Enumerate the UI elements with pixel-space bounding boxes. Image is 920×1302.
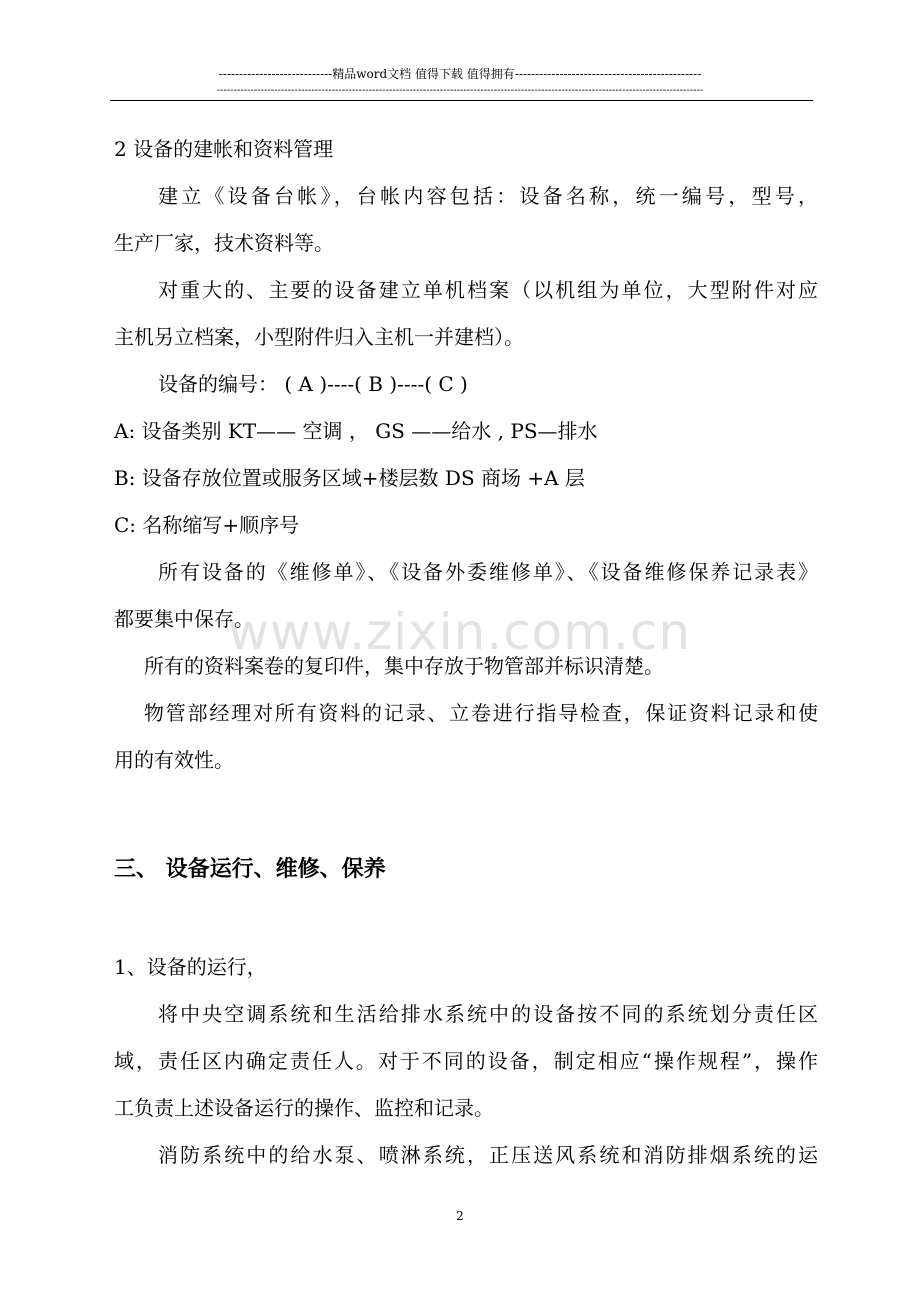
watermark: www.zixin.com.cn [228,603,692,661]
header-dashes: ------------------------------------------------------------------------------------------------------------------------------------------------ [216,85,704,96]
paragraph-line: 消防系统中的给水泵、喷淋系统，正压送风系统和消防排烟系统的运 [158,1143,818,1167]
paragraph-line: 所有的资料案卷的复印件，集中存放于物管部并标识清楚。 [144,654,664,678]
paragraph-line: 都要集中保存。 [114,607,254,631]
numbering-a: A: 设备类别 KT—— 空调 ， GS ——给水 , PS—排水 [114,419,598,443]
numbering-b: B: 设备存放位置或服务区域+楼层数 DS 商场 +A 层 [114,466,585,490]
paragraph-line: 域，责任区内确定责任人。对于不同的设备，制定相应“操作规程”，操作 [114,1049,818,1073]
paragraph-line: 用的有效性。 [114,748,234,772]
subsection-title: 1、设备的运行， [114,955,267,979]
page-number: 2 [456,1209,464,1223]
paragraph-line: 对重大的、主要的设备建立单机档案（以机组为单位，大型附件对应 [158,278,818,302]
paragraph-line: 所有设备的《维修单》、《设备外委维修单》、《设备维修保养记录表》 [158,560,818,584]
section-3-heading: 三、 设备运行、维修、保养 [114,857,386,882]
section-3 [114,944,818,1179]
paragraph-line: 建立《设备台帐》，台帐内容包括：设备名称，统一编号，型号， [158,184,818,208]
paragraph-line: 物管部经理对所有资料的记录、立卷进行指导检查，保证资料记录和使 [144,701,818,725]
header-banner: ----------------------------精品word文档 值得下载 值得拥有---------------------------------------------- [218,67,702,81]
paragraph-line: 工负责上述设备运行的操作、监控和记录。 [114,1096,494,1120]
numbering-format: 设备的编号： ( A )----( B )----( C ) [158,372,468,396]
paragraph-line: 将中央空调系统和生活给排水系统中的设备按不同的系统划分责任区 [158,1002,818,1026]
section-2 [114,126,818,784]
paragraph-line: 生产厂家，技术资料等。 [114,231,334,255]
paragraph-line: 主机另立档案，小型附件归入主机一并建档）。 [114,325,524,349]
header-rule [110,100,813,101]
section-title: 2 设备的建帐和资料管理 [114,137,334,161]
numbering-c: C: 名称缩写+顺序号 [114,513,300,537]
